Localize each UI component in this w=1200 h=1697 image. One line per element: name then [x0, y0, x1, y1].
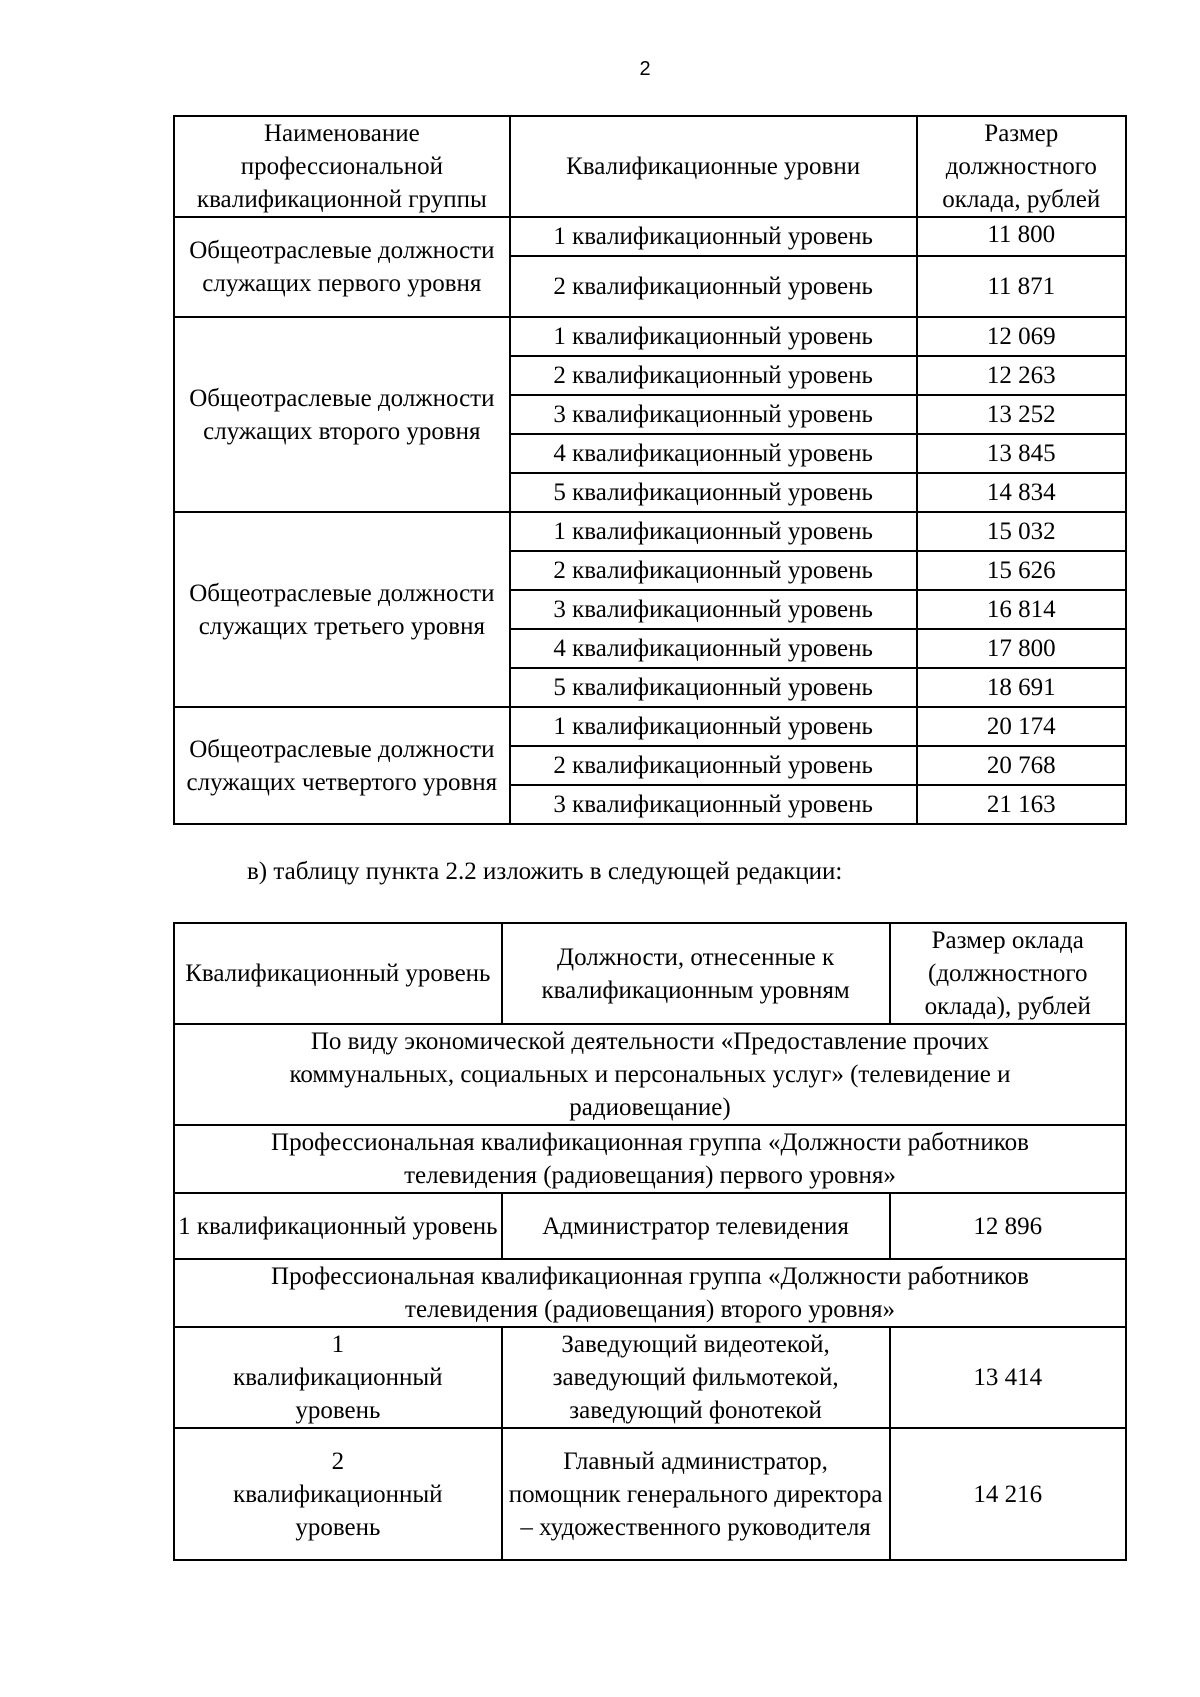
table-row — [174, 1327, 1126, 1428]
salary-cell: 12 069 — [917, 317, 1126, 356]
positions-cell: Администратор телевидения — [502, 1193, 890, 1259]
level-cell: 1 квалификационный уровень — [510, 317, 917, 356]
section-heading-row — [174, 1259, 1126, 1327]
table-header-row — [174, 923, 1126, 1024]
salary-cell: 12 263 — [917, 356, 1126, 395]
level-cell: 3 квалификационный уровень — [510, 590, 917, 629]
salary-cell: 13 845 — [917, 434, 1126, 473]
table-row — [174, 217, 1126, 256]
salary-cell: 14 216 — [890, 1428, 1127, 1560]
page-number: 2 — [639, 58, 651, 80]
level-cell: 3 квалификационный уровень — [510, 785, 917, 824]
salary-cell: 18 691 — [917, 668, 1126, 707]
salary-table-general-positions — [173, 115, 1127, 825]
section-heading-row — [174, 1024, 1126, 1125]
salary-cell: 14 834 — [917, 473, 1126, 512]
positions-cell: Заведующий видеотекой, заведующий фильмотекой, заведующий фонотекой — [502, 1327, 890, 1428]
salary-cell: 16 814 — [917, 590, 1126, 629]
level-cell: 1 квалификационный уровень — [174, 1327, 502, 1428]
level-cell: 1 квалификационный уровень — [510, 707, 917, 746]
salary-cell: 21 163 — [917, 785, 1126, 824]
activity-heading: По виду экономической деятельности «Предоставление прочих коммунальных, социальных и персональных услуг» (телевидение и радиовещание) — [174, 1024, 1126, 1125]
group-name: Общеотраслевые должности служащих третьего уровня — [174, 512, 510, 707]
table-row — [174, 317, 1126, 356]
level-cell: 1 квалификационный уровень — [510, 217, 917, 256]
table-row — [174, 1428, 1126, 1560]
header-salary: Размер должностного оклада, рублей — [917, 116, 1126, 217]
group-name: Общеотраслевые должности служащих первого уровня — [174, 217, 510, 317]
level-cell: 2 квалификационный уровень — [510, 356, 917, 395]
salary-cell: 13 252 — [917, 395, 1126, 434]
level-cell: 4 квалификационный уровень — [510, 629, 917, 668]
header-group-name: Наименование профессиональной квалификационной группы — [174, 116, 510, 217]
group-name: Общеотраслевые должности служащих четвертого уровня — [174, 707, 510, 824]
table-header-row — [174, 116, 1126, 217]
group-name: Общеотраслевые должности служащих второго уровня — [174, 317, 510, 512]
salary-table-tv-radio — [173, 922, 1127, 1561]
level-cell: 1 квалификационный уровень — [174, 1193, 502, 1259]
salary-cell: 15 032 — [917, 512, 1126, 551]
salary-cell: 12 896 — [890, 1193, 1127, 1259]
header-levels: Квалификационные уровни — [510, 116, 917, 217]
positions-cell: Главный администратор, помощник генерального директора – художественного руководителя — [502, 1428, 890, 1560]
header-salary: Размер оклада (должностного оклада), рублей — [890, 923, 1127, 1024]
table-row — [174, 512, 1126, 551]
salary-cell: 13 414 — [890, 1327, 1127, 1428]
level-cell: 2 квалификационный уровень — [510, 746, 917, 785]
header-level: Квалификационный уровень — [174, 923, 502, 1024]
salary-cell: 17 800 — [917, 629, 1126, 668]
level-cell: 1 квалификационный уровень — [510, 512, 917, 551]
salary-cell: 20 174 — [917, 707, 1126, 746]
salary-cell: 20 768 — [917, 746, 1126, 785]
level-cell: 5 квалификационный уровень — [510, 668, 917, 707]
table-row — [174, 1193, 1126, 1259]
level-cell: 5 квалификационный уровень — [510, 473, 917, 512]
level-cell: 2 квалификационный уровень — [510, 551, 917, 590]
level-cell: 2 квалификационный уровень — [174, 1428, 502, 1560]
group-heading: Профессиональная квалификационная группа «Должности работников телевидения (радиовещания) второго уровня» — [174, 1259, 1126, 1327]
clause-text: в) таблицу пункта 2.2 изложить в следующей редакции: — [247, 858, 843, 885]
level-cell: 4 квалификационный уровень — [510, 434, 917, 473]
salary-cell: 11 871 — [917, 256, 1126, 317]
level-cell: 3 квалификационный уровень — [510, 395, 917, 434]
table-row — [174, 707, 1126, 746]
salary-cell: 11 800 — [917, 217, 1126, 256]
header-positions: Должности, отнесенные к квалификационным уровням — [502, 923, 890, 1024]
salary-cell: 15 626 — [917, 551, 1126, 590]
group-heading: Профессиональная квалификационная группа «Должности работников телевидения (радиовещания) первого уровня» — [174, 1125, 1126, 1193]
level-cell: 2 квалификационный уровень — [510, 256, 917, 317]
section-heading-row — [174, 1125, 1126, 1193]
